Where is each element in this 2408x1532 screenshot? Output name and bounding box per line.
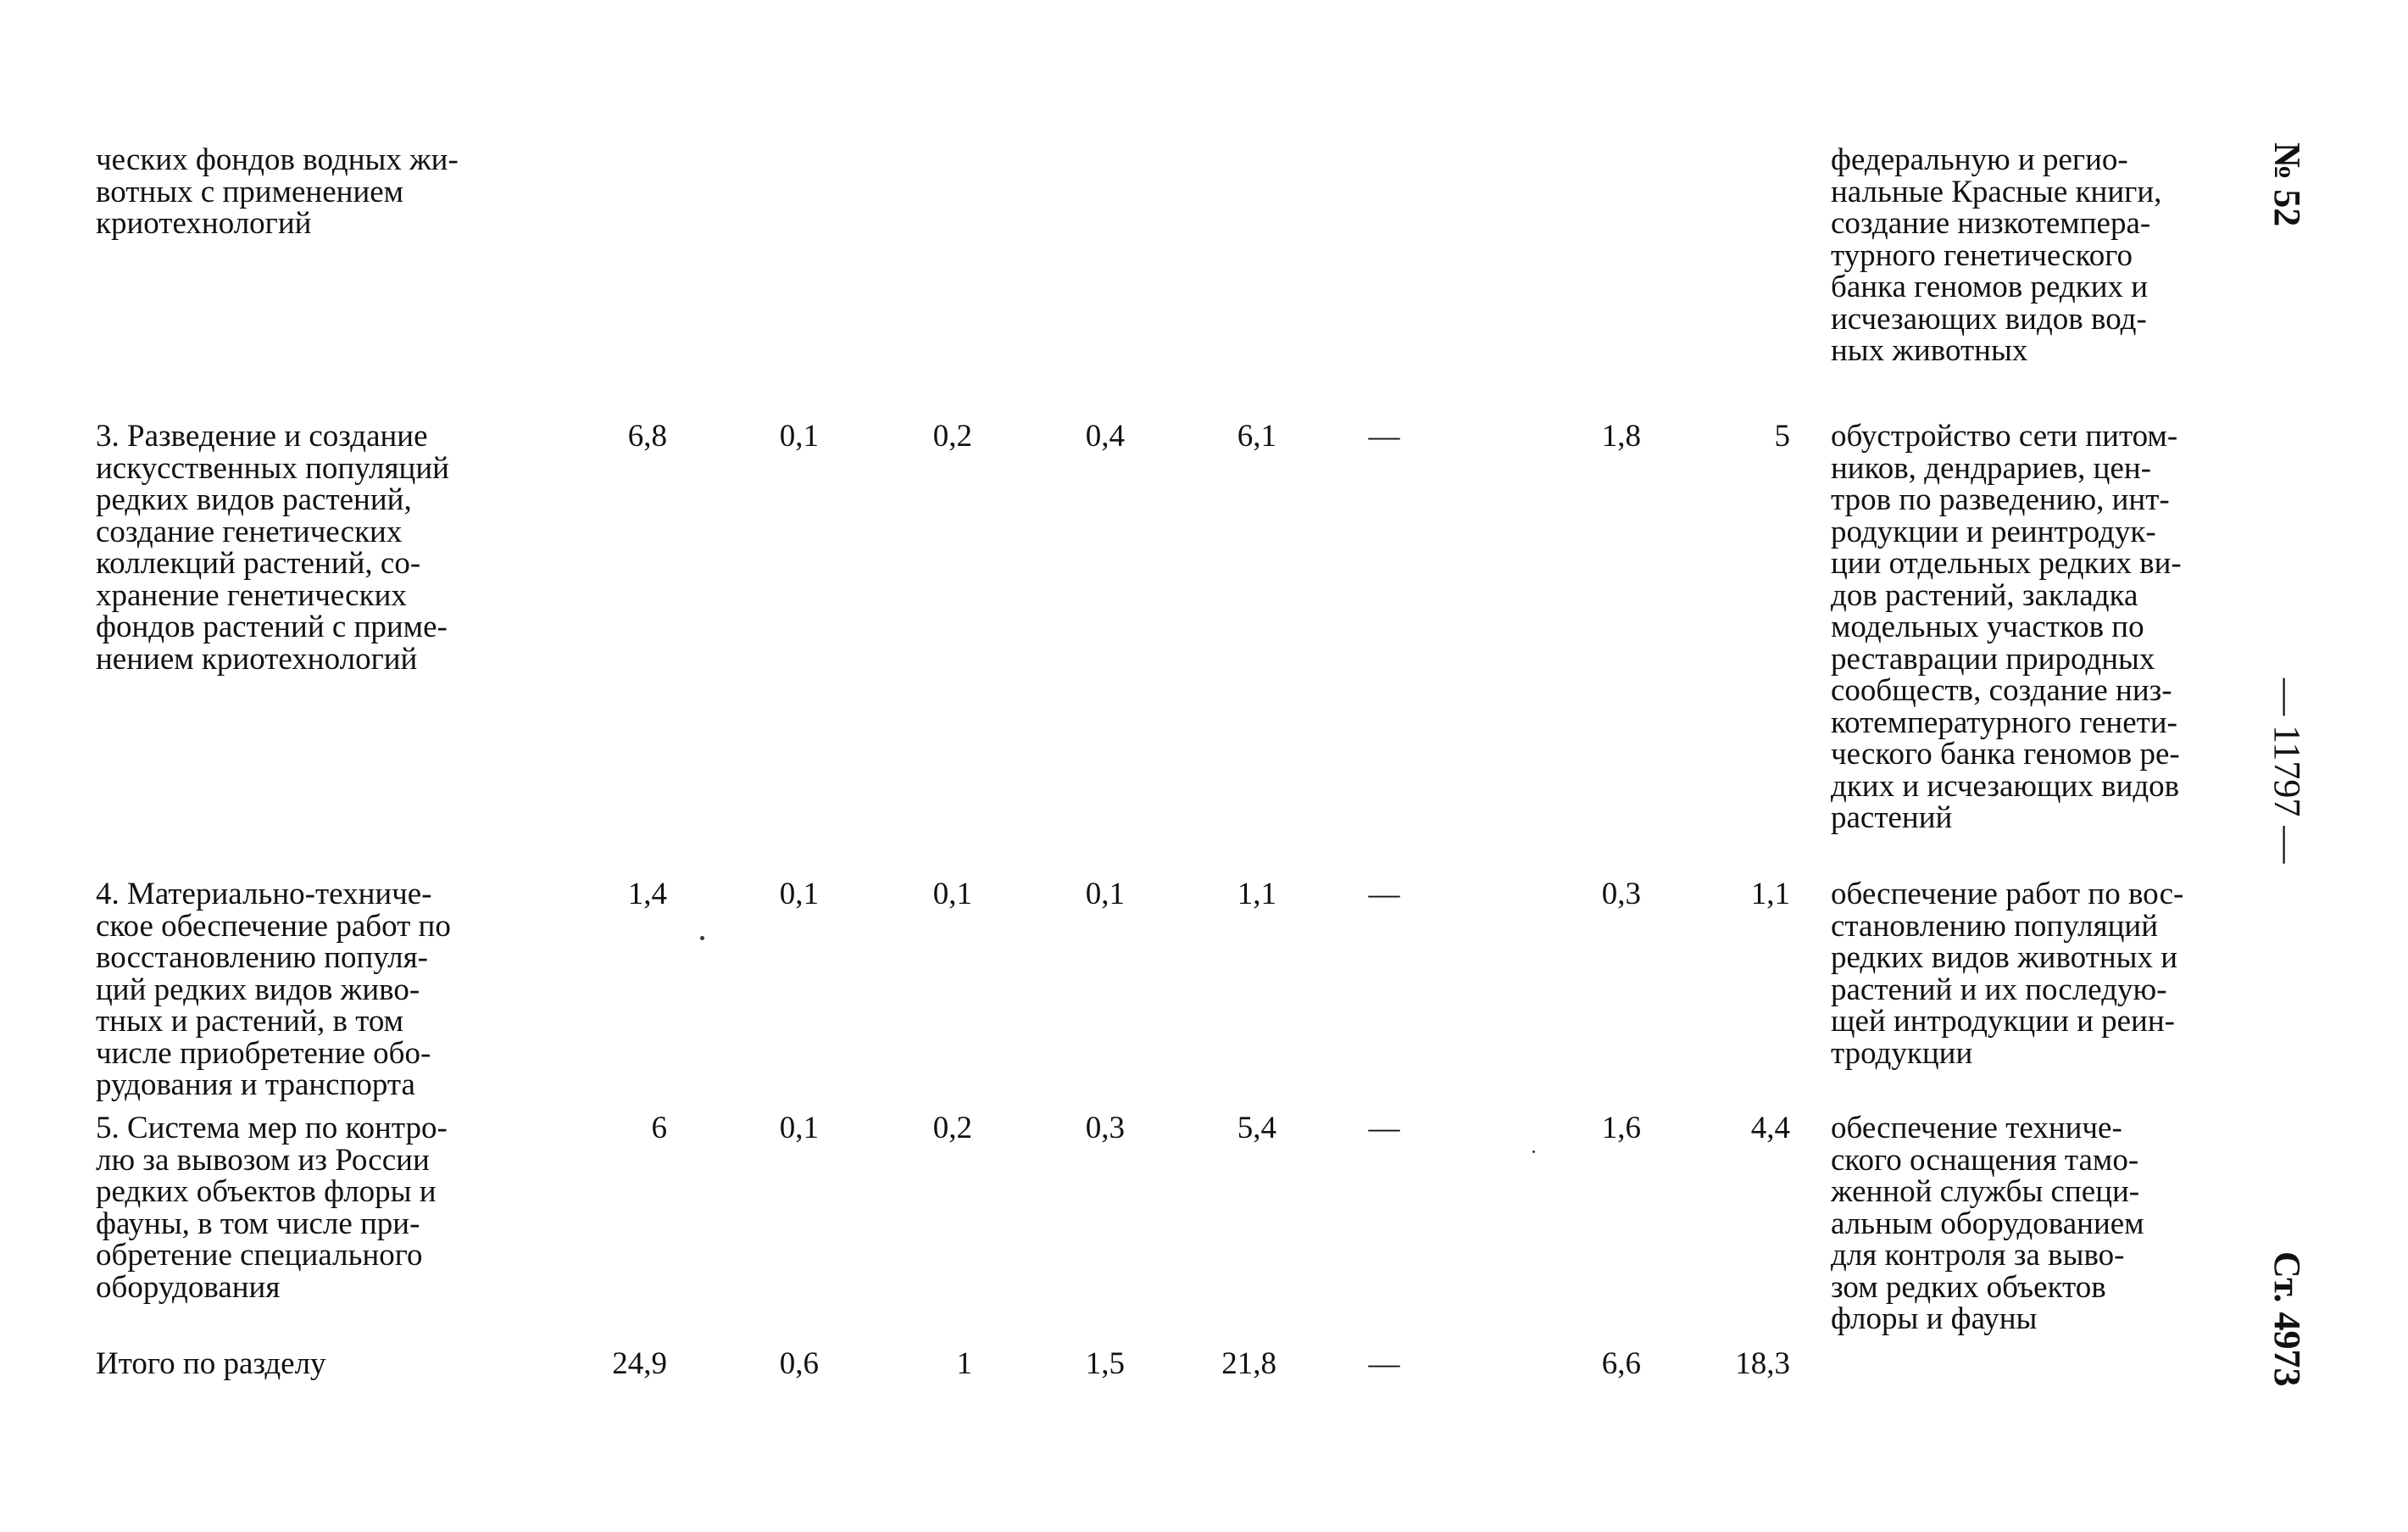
row-name: Итого по разделу: [96, 1346, 326, 1381]
issue-number-label: № 52: [2266, 142, 2308, 227]
value-cell: 1,8: [1601, 419, 1641, 454]
value-cell: 0,3: [1085, 1111, 1125, 1145]
value-cell: 1,5: [1085, 1346, 1125, 1381]
value-cell: 0,4: [1085, 419, 1125, 454]
value-cell: 1,1: [1750, 877, 1790, 911]
value-cell: 4,4: [1750, 1111, 1790, 1145]
value-cell: 0,1: [779, 419, 819, 454]
scan-speck: [700, 936, 704, 940]
value-cell: 5: [1774, 419, 1790, 454]
value-cell: 0,3: [1601, 877, 1641, 911]
row-name: 3. Разведение и создание искусственных популяций редких видов растений, создание генетических коллекций растений, со- хранение генетических фондов растений с приме- нением криотехнологий: [96, 419, 449, 677]
scan-speck: [1532, 1150, 1535, 1153]
value-cell: 0,1: [1085, 877, 1125, 911]
row-note: обустройство сети питом- ников, дендрариев, цен- тров по разведению, инт- родукции и реинтродук- ции отдельных редких ви- дов растений, закладка модельных участков по реставрации природных сообществ, создание низ- котемпературного генети- ческого банка геномов ре- дких и исчезающих видов растений: [1831, 419, 2182, 835]
row-note: федеральную и регио- нальные Красные книги, создание низкотемпера- турного генетического банка геномов редких и исчезающих видов вод- ных животных: [1831, 142, 2162, 368]
value-cell: 21,8: [1221, 1346, 1276, 1381]
value-cell: 6,6: [1601, 1346, 1641, 1381]
value-cell: 0,2: [932, 419, 972, 454]
value-cell: —: [1368, 419, 1400, 454]
value-cell: 1,4: [627, 877, 667, 911]
row-name: 4. Материально-техниче- ское обеспечение работ по восстановлению популя- ций редких видов живо- тных и растений, в том числе приобретение обо- рудования и транспорта: [96, 877, 451, 1102]
value-cell: 6,1: [1237, 419, 1276, 454]
value-cell: —: [1368, 1111, 1400, 1145]
value-cell: 6,8: [627, 419, 667, 454]
value-cell: 18,3: [1735, 1346, 1790, 1381]
value-cell: 1: [956, 1346, 972, 1381]
value-cell: 24,9: [612, 1346, 667, 1381]
value-cell: —: [1368, 877, 1400, 911]
value-cell: 1,6: [1601, 1111, 1641, 1145]
value-cell: 0,2: [932, 1111, 972, 1145]
value-cell: 0,1: [779, 1111, 819, 1145]
row-note: обеспечение техниче- ского оснащения тамо- женной службы специ- альным оборудованием для контроля за выво- зом редких объектов флоры и фауны: [1831, 1111, 2144, 1336]
value-cell: 5,4: [1237, 1111, 1276, 1145]
row-name: ческих фондов водных жи- вотных с применением криотехнологий: [96, 142, 459, 241]
row-note: обеспечение работ по вос- становлению популяций редких видов животных и растений и их последую- щей интродукции и реин- тродукции: [1831, 877, 2184, 1071]
value-cell: 0,6: [779, 1346, 819, 1381]
value-cell: —: [1368, 1346, 1400, 1381]
row-name: 5. Система мер по контро- лю за вывозом из России редких объектов флоры и фауны, в том числе при- обретение специального оборудования: [96, 1111, 448, 1305]
page-range-label: — 11797 —: [2266, 678, 2308, 864]
value-cell: 6: [651, 1111, 667, 1145]
article-number-label: Ст. 4973: [2266, 1251, 2308, 1387]
value-cell: 1,1: [1237, 877, 1276, 911]
value-cell: 0,1: [932, 877, 972, 911]
value-cell: 0,1: [779, 877, 819, 911]
